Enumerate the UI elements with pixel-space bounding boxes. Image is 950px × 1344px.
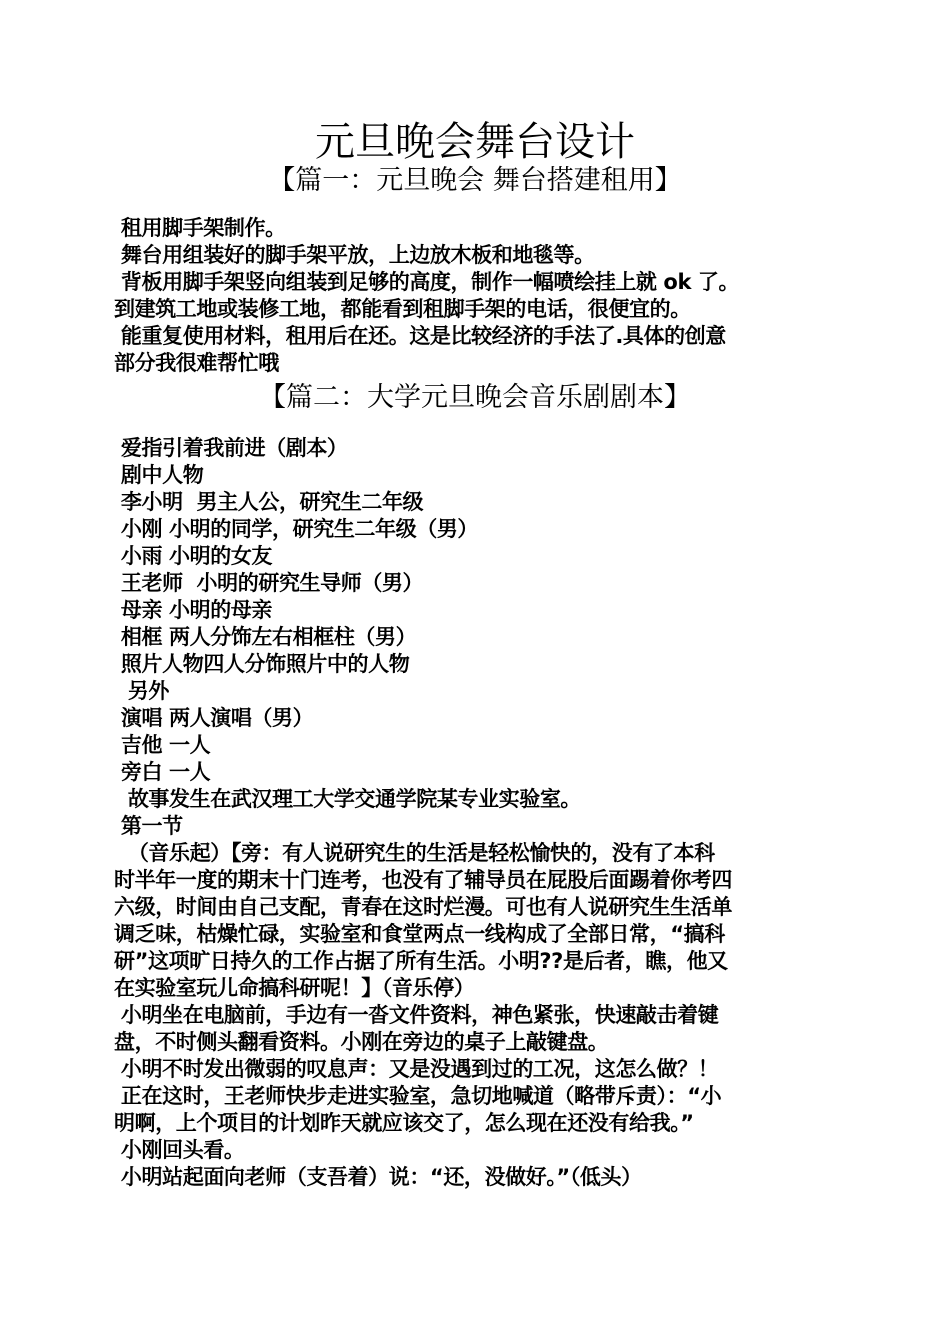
body-line: 舞台用组装好的脚手架平放，上边放木板和地毯等。 (114, 243, 595, 267)
section-body-1 (114, 215, 844, 377)
body-line: 正在这时，王老师快步走进实验室，急切地喊道（略带斥责）：“小 (114, 1084, 722, 1108)
body-line: 第一节 (114, 814, 183, 838)
body-line: 演唱 两人演唱（男） (114, 706, 314, 730)
body-line: 李小明 男主人公，研究生二年级 (114, 490, 424, 514)
body-line: 王老师 小明的研究生导师（男） (114, 571, 424, 595)
document-title: 元旦晚会舞台设计 (315, 119, 635, 165)
body-line: 故事发生在武汉理工大学交通学院某专业实验室。 (114, 787, 582, 811)
body-line: 研”这项旷日持久的工作占据了所有生活。小明??是后者，瞧，他又 (114, 949, 728, 973)
section-heading-2: 【篇二：大学元旦晚会音乐剧剧本】 (259, 382, 691, 413)
body-line: 爱指引着我前进（剧本） (114, 436, 348, 460)
body-line: 小刚回头看。 (114, 1138, 245, 1162)
body-line: 六级，时间由自己支配，青春在这时烂漫。可也有人说研究生生活单 (114, 895, 732, 919)
body-line: 照片人物四人分饰照片中的人物 (114, 652, 410, 676)
body-line: 能重复使用材料，租用后在还。这是比较经济的手法了.具体的创意 (114, 324, 726, 348)
body-line: 母亲 小明的母亲 (114, 598, 273, 622)
body-line: 小明不时发出微弱的叹息声：又是没遇到过的工况，这怎么做？！ (114, 1057, 719, 1081)
section-heading-1: 【篇一：元旦晚会 舞台搭建租用】 (268, 165, 682, 196)
body-line: 租用脚手架制作。 (114, 216, 286, 240)
body-line: 另外 (114, 679, 170, 703)
body-line: 小明站起面向老师（支吾着）说：“还，没做好。”（低头） (114, 1165, 642, 1189)
body-line: 小明坐在电脑前，手边有一沓文件资料，神色紧张，快速敲击着键 (114, 1003, 719, 1027)
body-line: 背板用脚手架竖向组装到足够的高度，制作一幅喷绘挂上就 ok 了。 (114, 270, 740, 294)
body-line: 吉他 一人 (114, 733, 211, 757)
body-line: 剧中人物 (114, 463, 204, 487)
body-line: （音乐起）【旁：有人说研究生的生活是轻松愉快的，没有了本科 (114, 841, 715, 865)
body-line: 旁白 一人 (114, 760, 211, 784)
body-line: 盘，不时侧头翻看资料。小刚在旁边的桌子上敲键盘。 (114, 1030, 609, 1054)
body-line: 时半年一度的期末十门连考，也没有了辅导员在屁股后面踢着你考四 (114, 868, 732, 892)
section-body-2 (114, 435, 844, 1191)
body-line: 明啊，上个项目的计划昨天就应该交了，怎么现在还没有给我。” (114, 1111, 694, 1135)
body-line: 小雨 小明的女友 (114, 544, 273, 568)
body-line: 到建筑工地或装修工地，都能看到租脚手架的电话，很便宜的。 (114, 297, 691, 321)
body-line: 相框 两人分饰左右相框柱（男） (114, 625, 417, 649)
body-line: 部分我很难帮忙哦 (114, 351, 279, 375)
body-line: 在实验室玩儿命搞科研呢！】（音乐停） (114, 976, 475, 1000)
body-line: 小刚 小明的同学，研究生二年级（男） (114, 517, 479, 541)
body-line: 调乏味，枯燥忙碌，实验室和食堂两点一线构成了全部日常，“搞科 (114, 922, 725, 946)
